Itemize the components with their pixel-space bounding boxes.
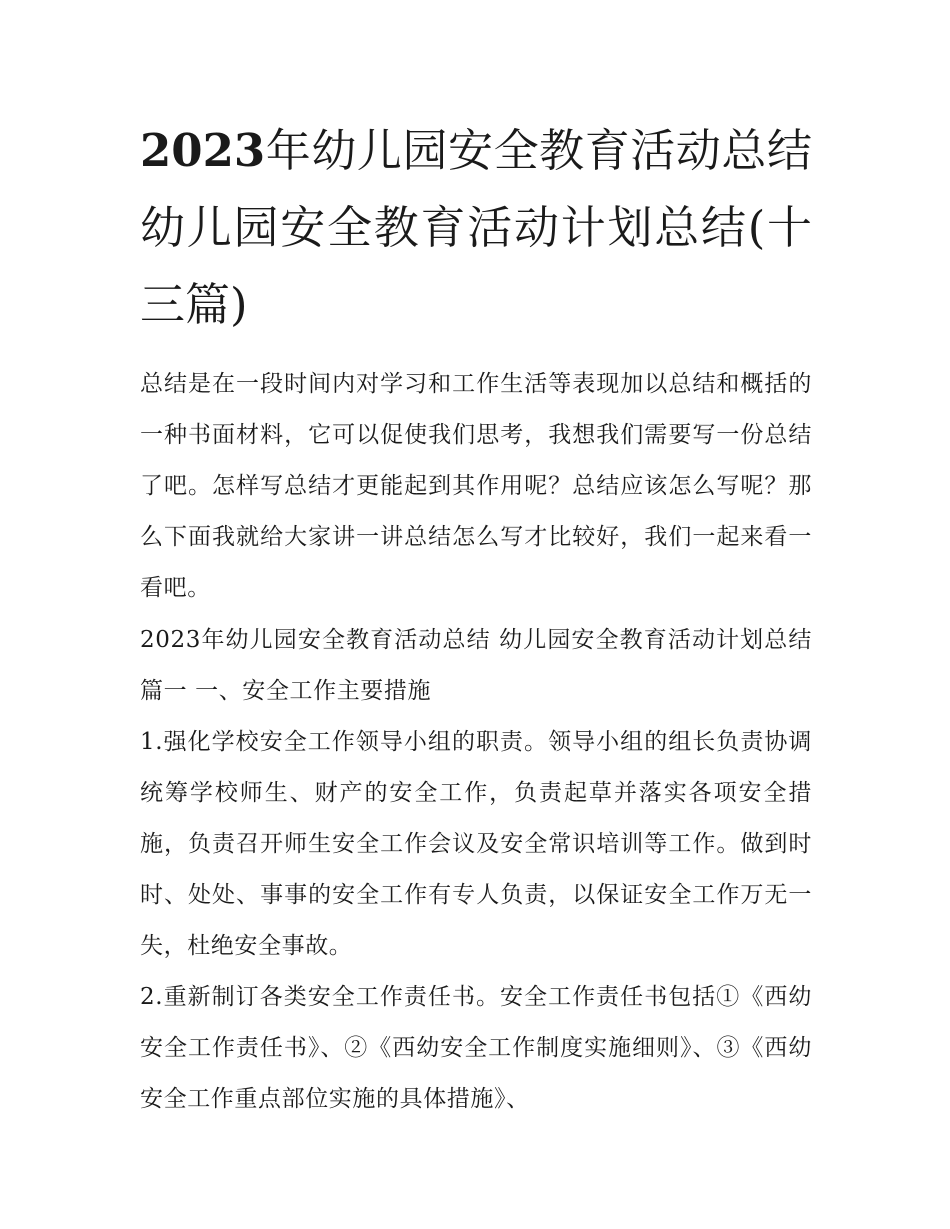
title-year: 2023: [140, 124, 266, 177]
section-heading-paragraph: 2023年幼儿园安全教育活动总结 幼儿园安全教育活动计划总结篇一 一、安全工作主要措施: [140, 627, 812, 704]
measure-1-paragraph: 1.强化学校安全工作领导小组的职责。领导小组的组长负责协调统筹学校师生、财产的安全工作，负责起草并落实各项安全措施，负责召开师生安全工作会议及安全常识培训等工作。做到时时、处处、事事的安全工作有专人负责，以保证安全工作万无一失，杜绝安全事故。: [140, 729, 812, 959]
document-title: [140, 112, 812, 343]
measure-2-paragraph: 2.重新制订各类安全工作责任书。安全工作责任书包括①《西幼安全工作责任书》、②《西幼安全工作制度实施细则》、③《西幼安全工作重点部位实施的具体措施》、: [140, 984, 812, 1112]
intro-paragraph: 总结是在一段时间内对学习和工作生活等表现加以总结和概括的一种书面材料，它可以促使我们思考，我想我们需要写一份总结了吧。怎样写总结才更能起到其作用呢？总结应该怎么写呢？那么下面我就给大家讲一讲总结怎么写才比较好，我们一起来看一看吧。: [140, 371, 812, 601]
document-page: [140, 112, 812, 1125]
title-text: 年幼儿园安全教育活动总结 幼儿园安全教育活动计划总结(十三篇): [140, 124, 812, 331]
